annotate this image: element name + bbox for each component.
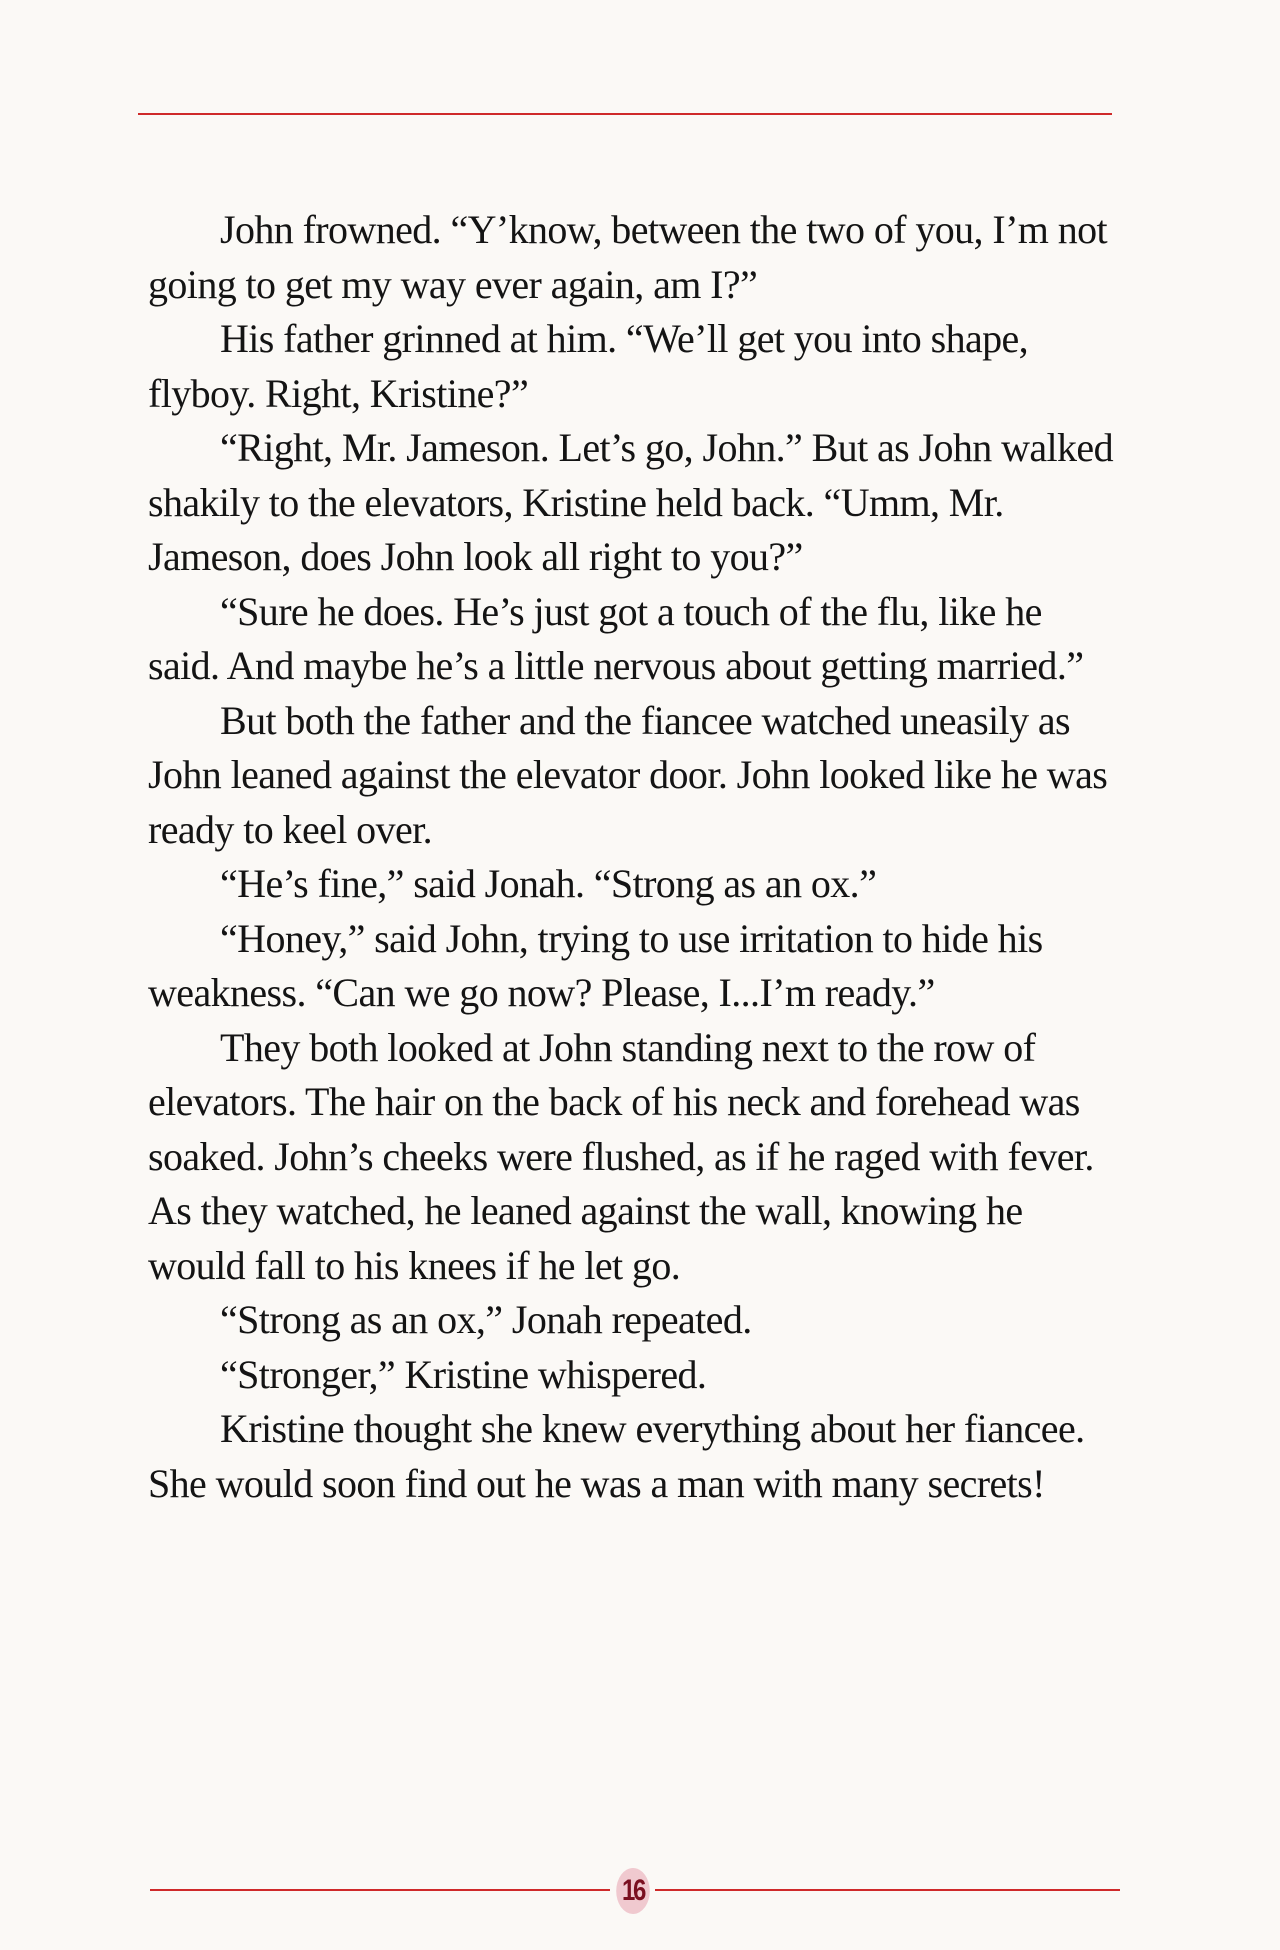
page-footer [0, 1860, 1280, 1920]
paragraph: Kristine thought she knew everything about her fiancee. She would soon find out he was a man with many secrets! [148, 1406, 1085, 1506]
paragraph: “Sure he does. He’s just got a touch of the flu, like he said. And maybe he’s a little nervous about getting married.” [148, 588, 1084, 688]
paragraph: “Honey,” said John, trying to use irritation to hide his weakness. “Can we go now? Please, I...I’m ready.” [148, 915, 1043, 1015]
paragraph: “He’s fine,” said Jonah. “Strong as an ox.” [220, 861, 877, 906]
paragraph: “Right, Mr. Jameson. Let’s go, John.” But as John walked shakily to the elevators, Kristine held back. “Umm, Mr. Jameson, does John look all right to you?” [148, 425, 1113, 579]
top-rule [138, 113, 1112, 115]
page-number: 16 [616, 1868, 650, 1914]
paragraph: “Strong as an ox,” Jonah repeated. [220, 1297, 752, 1342]
paragraph: They both looked at John standing next to the row of elevators. The hair on the back of his neck and forehead was soaked. John’s cheeks were flushed, as if he raged with fever. As they watched, he leaned against the wall, knowing he would fall to his knees if he let go. [148, 1024, 1094, 1288]
footer-rule-left [150, 1889, 610, 1891]
paragraph: His father grinned at him. “We’ll get you into shape, flyboy. Right, Kristine?” [148, 316, 1029, 416]
footer-rule-right [655, 1889, 1120, 1891]
paragraph: “Stronger,” Kristine whispered. [220, 1351, 707, 1397]
paragraph: John frowned. “Y’know, between the two of you, I’m not going to get my way ever again, am I?” [148, 207, 1108, 307]
body-text [148, 203, 1118, 1511]
paragraph: But both the father and the fiancee watched uneasily as John leaned against the elevator door. John looked like he was ready to keel over. [148, 697, 1108, 852]
